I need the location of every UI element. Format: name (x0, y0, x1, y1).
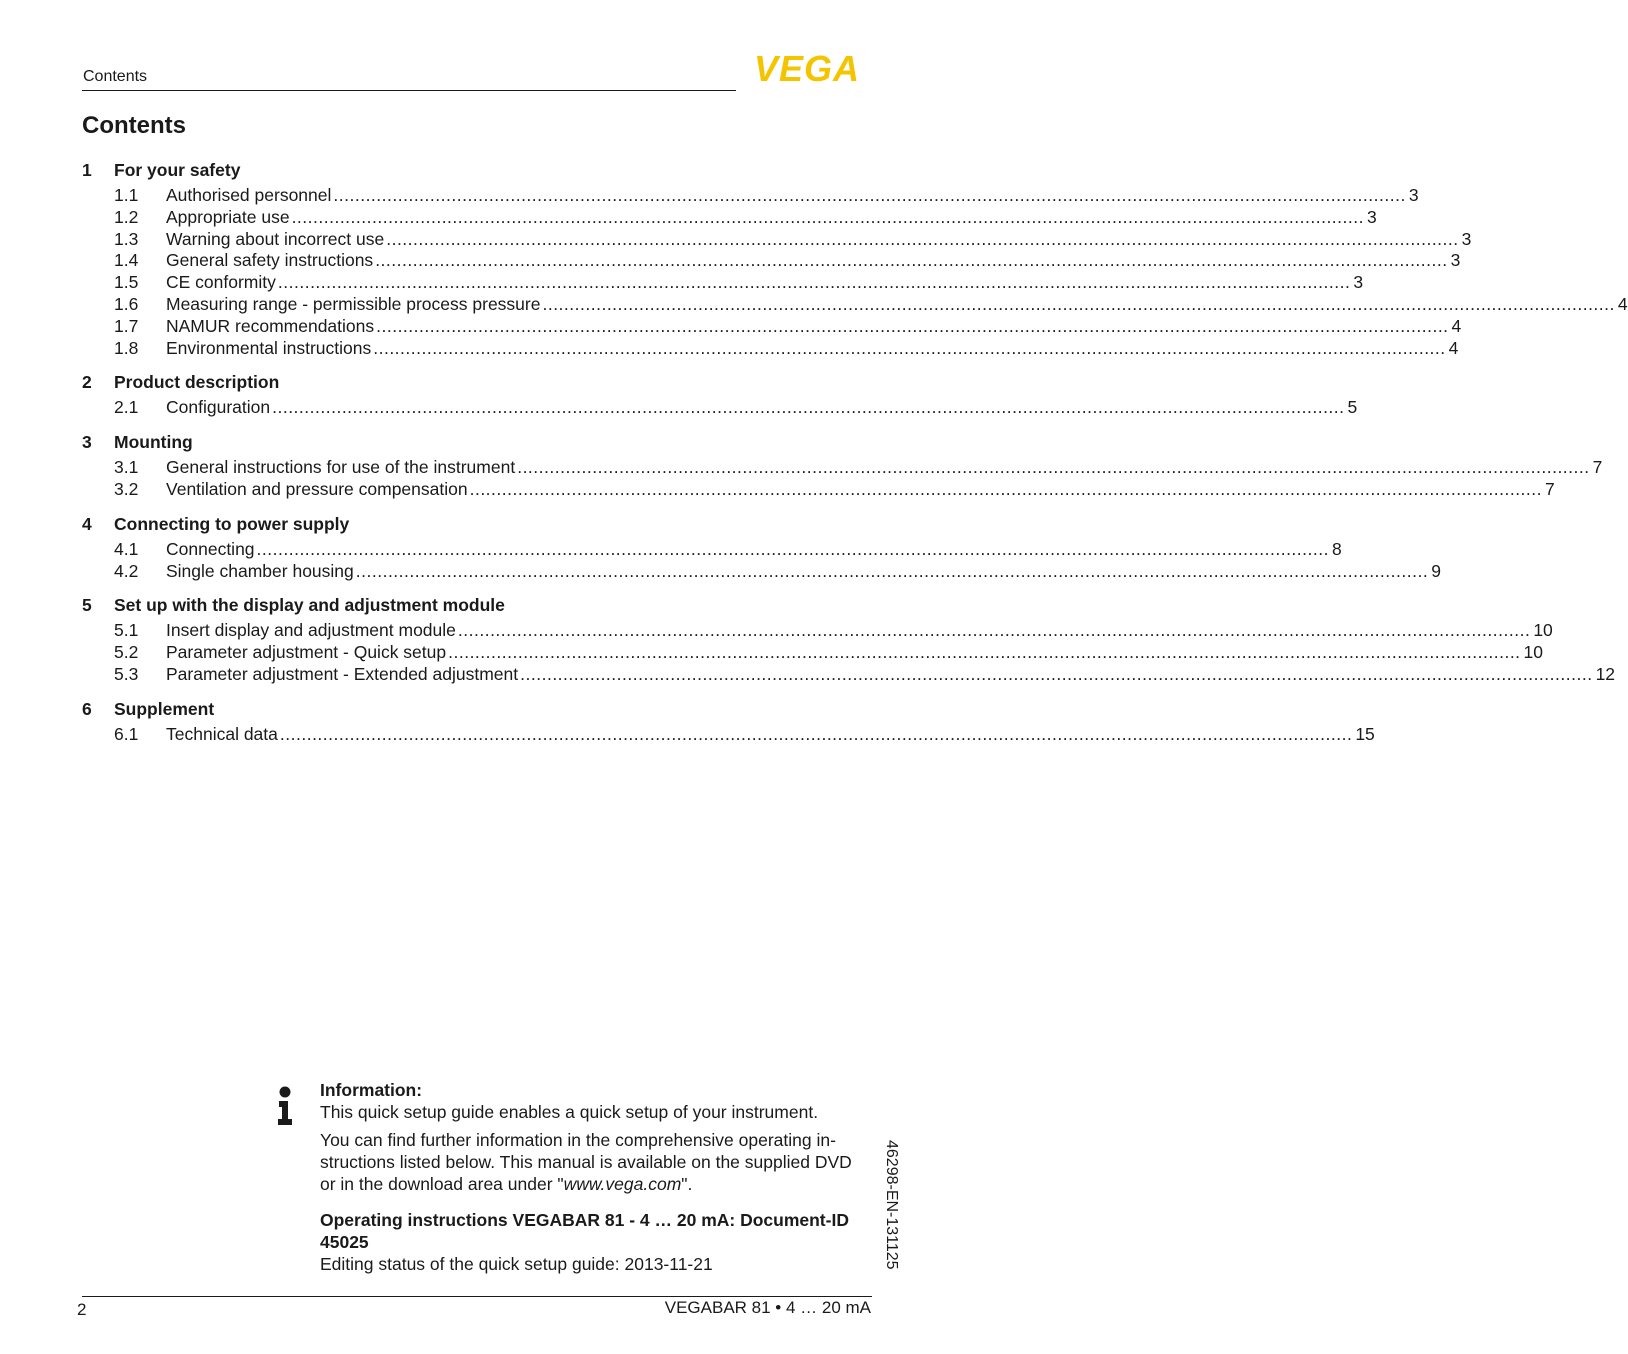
toc-entry-page: 7 (1545, 478, 1555, 499)
info-para-prefix: or in the download area under " (320, 1174, 564, 1194)
toc-entry-label: General safety instructions (166, 250, 374, 271)
toc-section-title: Mounting (114, 432, 193, 452)
toc-leader-dots: ........................................................................................................................................................................................................ (272, 397, 1345, 417)
toc-entry-page: 10 (1523, 641, 1544, 662)
toc-section-number: 2 (82, 372, 92, 392)
toc-entry-label: Insert display and adjustment module (166, 620, 456, 640)
logo-text: VEGA (753, 48, 861, 89)
toc-entry-label: Appropriate use (166, 206, 290, 227)
toc-entry-3.1[interactable] (114, 457, 1603, 479)
footer-page-number: 2 (77, 1300, 87, 1319)
toc-entry-1.8[interactable] (114, 337, 1459, 360)
toc-section-number: 6 (82, 699, 92, 719)
toc-entry-page: 3 (1353, 272, 1364, 293)
doc-id-line-2: 45025 (320, 1232, 369, 1252)
toc-entry-4.2[interactable] (114, 560, 1441, 583)
toc-entry-number: 6.1 (114, 724, 139, 744)
toc-entry-number: 5.3 (114, 663, 139, 684)
info-icon (276, 1086, 294, 1126)
info-para-suffix: ". (681, 1174, 693, 1194)
toc-leader-dots: ........................................................................................................................................................................................................ (542, 294, 1615, 314)
toc-leader-dots: ........................................................................................................................................................................................................ (277, 272, 1351, 293)
toc-section-number: 1 (82, 160, 92, 180)
toc-entry-number: 1.6 (114, 294, 139, 314)
toc-entry-page: 8 (1331, 539, 1342, 559)
toc-entry-3.2[interactable] (114, 478, 1555, 501)
toc-leader-dots: ........................................................................................................................................................................................................ (256, 539, 1329, 559)
toc-entry-number: 3.2 (114, 478, 139, 499)
toc-section-title: Product description (114, 372, 280, 392)
info-para-line-2: structions listed below. This manual is available on the supplied DVD (320, 1152, 852, 1172)
toc-entry-label: NAMUR recommendations (166, 315, 375, 336)
toc-entry-1.5[interactable] (114, 272, 1364, 294)
toc-entry-4.1[interactable] (114, 539, 1342, 561)
page-title: Contents (82, 112, 186, 139)
toc-entry-label: Authorised personnel (166, 185, 332, 205)
toc-entry-1.2[interactable] (114, 206, 1377, 229)
toc-entry-number: 1.1 (114, 185, 139, 205)
toc-entry-label: Single chamber housing (166, 560, 354, 581)
info-para-line-1: You can find further information in the comprehensive operating in- (320, 1130, 836, 1150)
toc-entry-number: 4.2 (114, 560, 139, 581)
toc-leader-dots: ........................................................................................................................................................................................................ (355, 560, 1429, 581)
toc-entry-number: 4.1 (114, 539, 139, 559)
toc-entry-number: 1.3 (114, 228, 139, 249)
toc-entry-label: Technical data (166, 724, 278, 744)
information-note (320, 1079, 880, 1275)
toc-entry-page: 4 (1448, 337, 1459, 358)
toc-entry-label: CE conformity (166, 272, 276, 293)
toc-entry-number: 5.2 (114, 641, 139, 662)
toc-entry-5.2[interactable] (114, 641, 1544, 664)
toc-entry-page: 12 (1595, 663, 1616, 684)
toc-entry-label: Ventilation and pressure compensation (166, 478, 468, 499)
document-code (870, 1140, 910, 1290)
toc-entry-1.7[interactable] (114, 315, 1462, 338)
toc-entry-page: 3 (1366, 206, 1377, 227)
toc-leader-dots: ........................................................................................................................................................................................................ (291, 206, 1364, 227)
toc-entry-5.1[interactable] (114, 620, 1553, 642)
toc-leader-dots: ........................................................................................................................................................................................................ (373, 337, 1446, 358)
toc-leader-dots: ........................................................................................................................................................................................................ (517, 457, 1590, 477)
toc-entry-page: 4 (1617, 294, 1628, 314)
info-intro: This quick setup guide enables a quick setup of your instrument. (320, 1102, 819, 1122)
toc-leader-dots: ........................................................................................................................................................................................................ (333, 185, 1406, 205)
toc-entry-page: 9 (1431, 560, 1441, 581)
toc-entry-number: 2.1 (114, 397, 139, 417)
toc-leader-dots: ........................................................................................................................................................................................................ (279, 724, 1353, 744)
toc-section-number: 3 (82, 432, 92, 452)
toc-entry-number: 3.1 (114, 457, 139, 477)
toc-entry-number: 1.7 (114, 315, 139, 336)
header-section-label: Contents (83, 68, 148, 85)
toc-section-number: 4 (82, 514, 92, 534)
toc-leader-dots: ........................................................................................................................................................................................................ (376, 315, 1449, 336)
toc-entry-number: 5.1 (114, 620, 139, 640)
info-para-line-3 (320, 1173, 880, 1195)
toc-leader-dots: ........................................................................................................................................................................................................ (520, 663, 1593, 684)
toc-section-title: Supplement (114, 699, 215, 719)
toc-entry-label: Warning about incorrect use (166, 228, 385, 249)
toc-entry-label: Configuration (166, 397, 271, 417)
toc-entry-1.6[interactable] (114, 294, 1628, 316)
toc-entry-label: Parameter adjustment - Extended adjustment (166, 663, 519, 684)
toc-leader-dots: ........................................................................................................................................................................................................ (386, 228, 1459, 249)
footer-divider (82, 1296, 872, 1297)
toc-entry-page: 10 (1533, 620, 1553, 640)
toc-entry-page: 15 (1355, 724, 1375, 744)
toc-entry-label: Measuring range - permissible process pressure (166, 294, 541, 314)
toc-entry-number: 1.5 (114, 272, 139, 293)
footer-product-name: VEGABAR 81 • 4 … 20 mA (664, 1298, 871, 1317)
toc-entry-1.4[interactable] (114, 250, 1461, 272)
toc-leader-dots: ........................................................................................................................................................................................................ (375, 250, 1448, 271)
toc-entry-page: 3 (1450, 250, 1461, 271)
toc-entry-6.1[interactable] (114, 724, 1375, 746)
toc-section-number: 5 (82, 595, 92, 615)
toc-entry-label: Environmental instructions (166, 337, 372, 358)
toc-leader-dots: ........................................................................................................................................................................................................ (457, 620, 1531, 640)
toc-entry-page: 5 (1347, 397, 1358, 417)
toc-entry-number: 1.8 (114, 337, 139, 358)
toc-section-title: Connecting to power supply (114, 514, 350, 534)
header-divider (82, 90, 736, 91)
vega-logo (742, 48, 872, 89)
info-heading: Information: (320, 1080, 423, 1100)
toc-entry-label: Parameter adjustment - Quick setup (166, 641, 447, 662)
toc-section-title: Set up with the display and adjustment module (114, 595, 505, 615)
toc-entry-5.3[interactable] (114, 663, 1616, 686)
toc-leader-dots: ........................................................................................................................................................................................................ (469, 478, 1543, 499)
website-link[interactable]: www.vega.com (563, 1174, 682, 1194)
toc-entry-number: 1.2 (114, 206, 139, 227)
toc-entry-page: 3 (1408, 185, 1419, 205)
editing-status: Editing status of the quick setup guide: 2013-11-21 (320, 1254, 713, 1274)
toc-entry-1.3[interactable] (114, 228, 1472, 251)
toc-entry-page: 4 (1451, 315, 1462, 336)
toc-leader-dots: ........................................................................................................................................................................................................ (448, 641, 1521, 662)
toc-entry-number: 1.4 (114, 250, 139, 271)
toc-entry-page: 7 (1592, 457, 1603, 477)
document-code-text: 46298-EN-131125 (883, 1140, 900, 1270)
toc-entry-page: 3 (1461, 228, 1472, 249)
toc-entry-label: Connecting (166, 539, 255, 559)
toc-section-title: For your safety (114, 160, 241, 180)
doc-id-line-1: Operating instructions VEGABAR 81 - 4 … 20 mA: Document-ID (320, 1210, 849, 1230)
toc-entry-label: General instructions for use of the instrument (166, 457, 516, 477)
toc-entry-2.1[interactable] (114, 397, 1358, 419)
toc-entry-1.1[interactable] (114, 185, 1419, 207)
